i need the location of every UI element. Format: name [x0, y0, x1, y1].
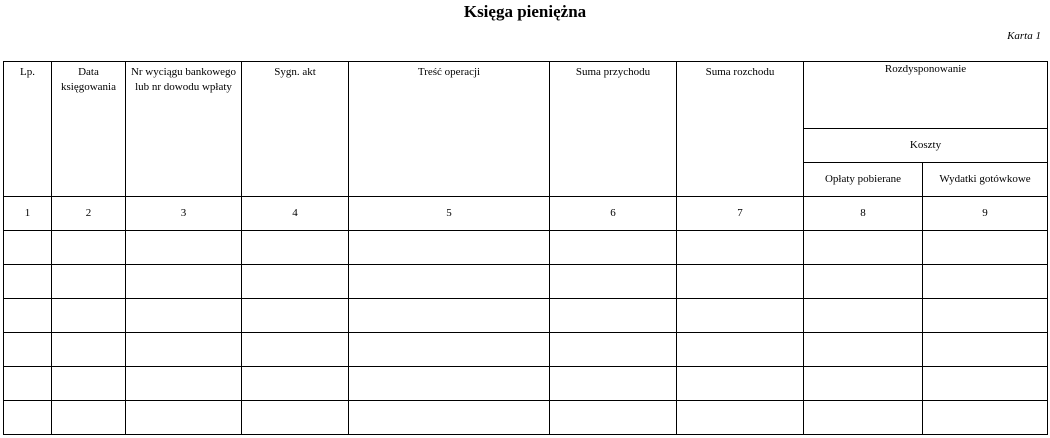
- table-cell[interactable]: [4, 333, 52, 367]
- column-number: 7: [677, 197, 804, 231]
- table-cell[interactable]: [804, 299, 923, 333]
- col-header-lp: Lp.: [4, 62, 52, 197]
- table-cell[interactable]: [677, 231, 804, 265]
- table-cell[interactable]: [550, 333, 677, 367]
- col-header-oplaty-pobierane: Opłaty pobierane: [804, 163, 923, 197]
- table-cell[interactable]: [242, 265, 349, 299]
- card-label: Karta 1: [1007, 30, 1041, 42]
- table-cell[interactable]: [923, 299, 1048, 333]
- group-header-rozdysponowanie: Rozdysponowanie: [804, 62, 1048, 129]
- table-cell[interactable]: [349, 231, 550, 265]
- table-cell[interactable]: [52, 333, 126, 367]
- table-row: [4, 265, 1048, 299]
- table-cell[interactable]: [349, 367, 550, 401]
- table-cell[interactable]: [52, 401, 126, 435]
- col-header-data-ksiegowania: Data księgowania: [52, 62, 126, 197]
- subgroup-header-koszty: Koszty: [804, 129, 1048, 163]
- col-header-wydatki-gotowkowe: Wydatki gotówkowe: [923, 163, 1048, 197]
- table-row: [4, 367, 1048, 401]
- table-cell[interactable]: [52, 367, 126, 401]
- table-row: [4, 231, 1048, 265]
- table-cell[interactable]: [126, 333, 242, 367]
- table-cell[interactable]: [804, 401, 923, 435]
- table-cell[interactable]: [52, 265, 126, 299]
- table-cell[interactable]: [242, 231, 349, 265]
- table-cell[interactable]: [677, 333, 804, 367]
- table-cell[interactable]: [923, 333, 1048, 367]
- column-number-row: [4, 197, 1048, 231]
- col-header-suma-rozchodu: Suma rozchodu: [677, 62, 804, 197]
- table-cell[interactable]: [550, 367, 677, 401]
- table-cell[interactable]: [242, 333, 349, 367]
- table-cell[interactable]: [550, 401, 677, 435]
- table-cell[interactable]: [550, 231, 677, 265]
- column-number: 2: [52, 197, 126, 231]
- table-row: [4, 333, 1048, 367]
- table-cell[interactable]: [52, 299, 126, 333]
- column-number: 8: [804, 197, 923, 231]
- page-title: Księga pieniężna: [463, 2, 587, 21]
- table-cell[interactable]: [4, 265, 52, 299]
- table-cell[interactable]: [804, 265, 923, 299]
- table-cell[interactable]: [550, 299, 677, 333]
- col-header-tresc-operacji: Treść operacji: [349, 62, 550, 197]
- table-cell[interactable]: [349, 333, 550, 367]
- table-cell[interactable]: [349, 265, 550, 299]
- table-cell[interactable]: [126, 299, 242, 333]
- table-cell[interactable]: [804, 333, 923, 367]
- table-cell[interactable]: [242, 299, 349, 333]
- table-cell[interactable]: [126, 231, 242, 265]
- table-cell[interactable]: [677, 401, 804, 435]
- column-number: 5: [349, 197, 550, 231]
- table-cell[interactable]: [4, 401, 52, 435]
- table-cell[interactable]: [923, 367, 1048, 401]
- table-cell[interactable]: [677, 265, 804, 299]
- col-header-sygn-akt: Sygn. akt: [242, 62, 349, 197]
- table-cell[interactable]: [242, 367, 349, 401]
- column-number: 6: [550, 197, 677, 231]
- column-number: 9: [923, 197, 1048, 231]
- table-cell[interactable]: [4, 299, 52, 333]
- ledger-table: [3, 61, 1048, 435]
- table-cell[interactable]: [804, 231, 923, 265]
- column-number: 4: [242, 197, 349, 231]
- table-cell[interactable]: [804, 367, 923, 401]
- table-row: [4, 401, 1048, 435]
- table-cell[interactable]: [4, 367, 52, 401]
- table-cell[interactable]: [349, 299, 550, 333]
- table-row: [4, 299, 1048, 333]
- col-header-suma-przychodu: Suma przychodu: [550, 62, 677, 197]
- table-cell[interactable]: [126, 265, 242, 299]
- table-cell[interactable]: [4, 231, 52, 265]
- column-number: 3: [126, 197, 242, 231]
- table-cell[interactable]: [550, 265, 677, 299]
- table-cell[interactable]: [126, 367, 242, 401]
- table-cell[interactable]: [52, 231, 126, 265]
- table-cell[interactable]: [126, 401, 242, 435]
- col-header-nr-wyciagu: Nr wyciągu bankowego lub nr dowodu wpłaty: [126, 62, 242, 197]
- table-cell[interactable]: [242, 401, 349, 435]
- table-cell[interactable]: [677, 299, 804, 333]
- ledger-body: [4, 231, 1048, 435]
- table-cell[interactable]: [923, 265, 1048, 299]
- table-cell[interactable]: [923, 231, 1048, 265]
- table-cell[interactable]: [349, 401, 550, 435]
- column-number: 1: [4, 197, 52, 231]
- table-cell[interactable]: [923, 401, 1048, 435]
- table-cell[interactable]: [677, 367, 804, 401]
